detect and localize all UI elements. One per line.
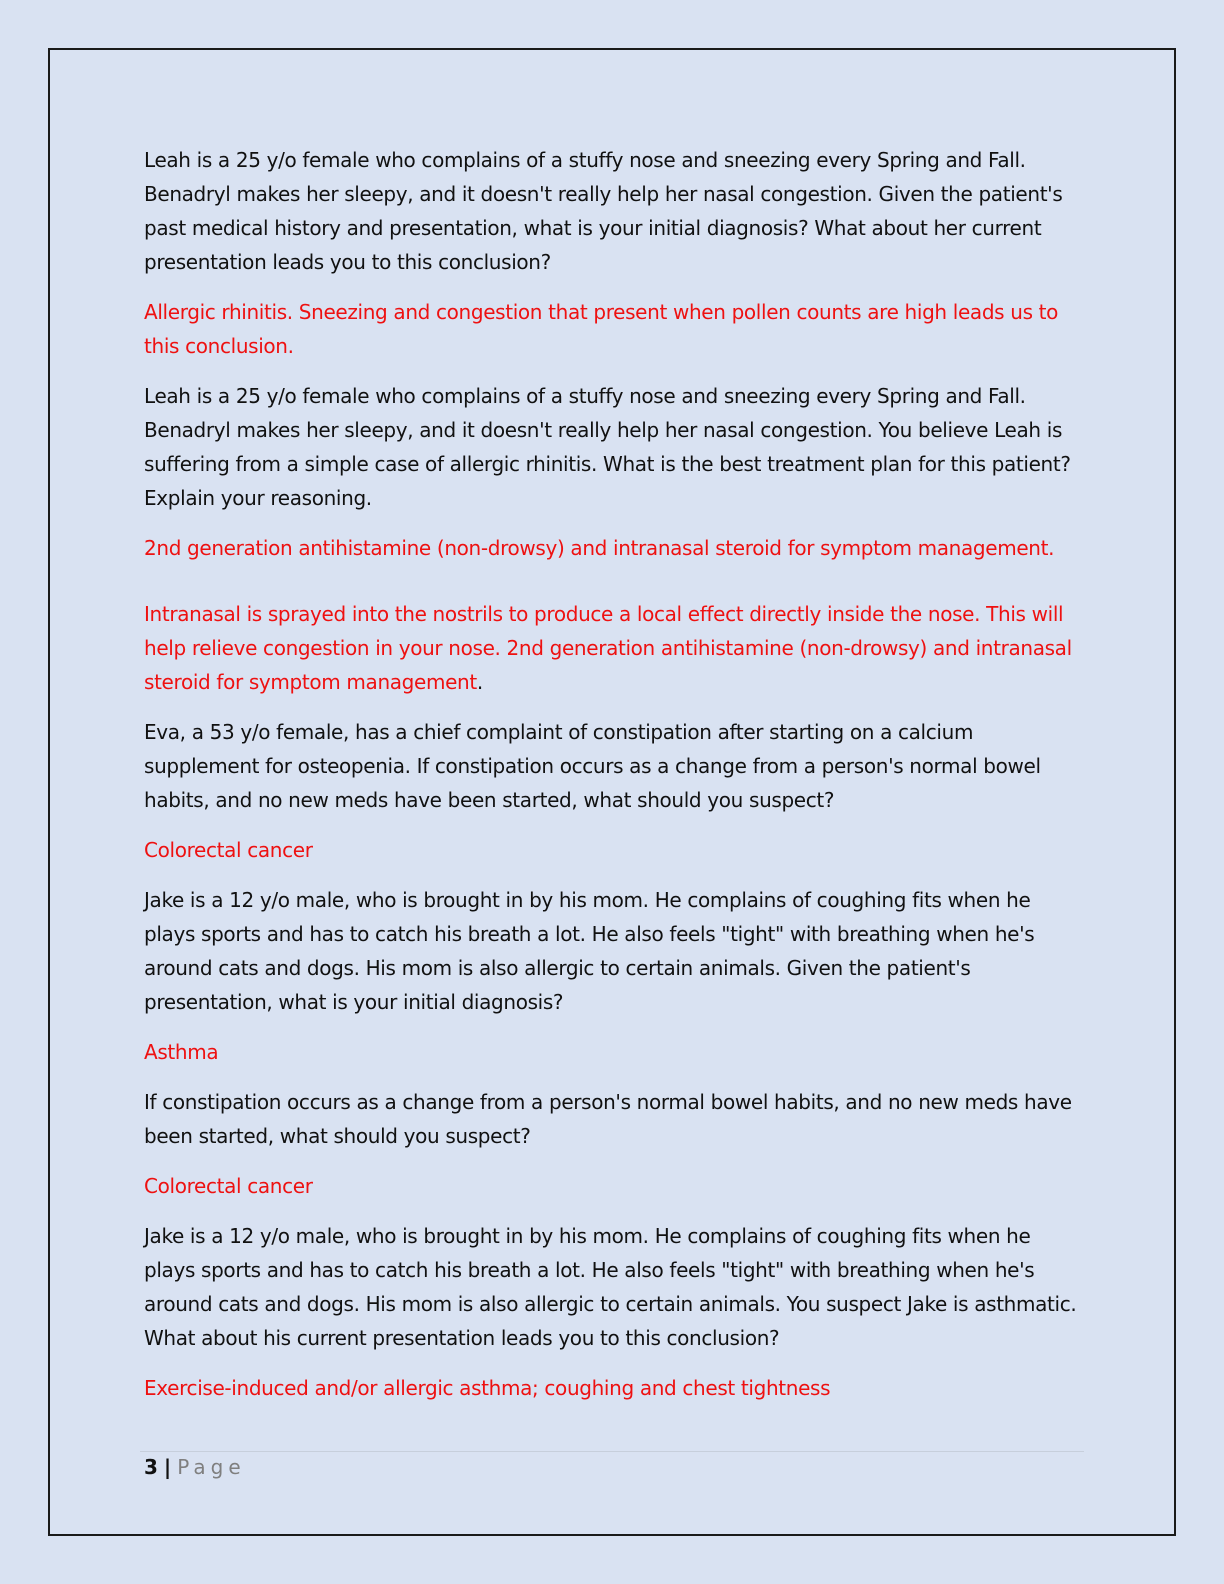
question-paragraph: Leah is a 25 y/o female who complains of a stuffy nose and sneezing every Spring and Fall. Benadryl makes her sleepy, and it doesn't really help her nasal congestion. You believe Leah is suffering from a simple case of allergic rhinitis. What is the best treatment plan for this patient? Explain your reasoning. (144, 384, 1071, 510)
page-number: 3 (144, 1455, 158, 1479)
question-paragraph: Leah is a 25 y/o female who complains of a stuffy nose and sneezing every Spring and Fall. Benadryl makes her sleepy, and it doesn't really help her nasal congestion. Given the patient's past medical history and presentation, what is your initial diagnosis? What about her current presentation leads you to this conclusion? (144, 148, 1063, 274)
question-paragraph: Jake is a 12 y/o male, who is brought in by his mom. He complains of coughing fits when he plays sports and has to catch his breath a lot. He also feels "tight" with breathing when he's around cats and dogs. His mom is also allergic to certain animals. Given the patient's presentation, what is your initial diagnosis? (144, 888, 1035, 1014)
page-label: Page (177, 1455, 246, 1479)
answer-paragraph (144, 597, 1094, 699)
question-paragraph: Jake is a 12 y/o male, who is brought in by his mom. He complains of coughing fits when he plays sports and has to catch his breath a lot. He also feels "tight" with breathing when he's around cats and dogs. His mom is also allergic to certain animals. You suspect Jake is asthmatic. What about his current presentation leads you to this conclusion? (144, 1224, 1077, 1350)
footer-separator: | (163, 1455, 172, 1479)
footer-divider (140, 1451, 1084, 1452)
answer-paragraph: Colorectal cancer (144, 838, 313, 862)
answer-paragraph: Colorectal cancer (144, 1174, 313, 1198)
trailing-period: . (476, 670, 483, 694)
answer-paragraph: Exercise-induced and/or allergic asthma; coughing and chest tightness (144, 1376, 831, 1400)
answer-text: Intranasal is sprayed into the nostrils to produce a local effect directly inside the nose. This will help relieve congestion in your nose. 2nd generation antihistamine (non-drowsy) and intranasal steroid for symptom management (144, 602, 1072, 694)
document-body (144, 143, 1094, 1421)
question-paragraph: If constipation occurs as a change from a person's normal bowel habits, and no new meds have been started, what should you suspect? (144, 1090, 1072, 1148)
question-paragraph: Eva, a 53 y/o female, has a chief complaint of constipation after starting on a calcium supplement for osteopenia. If constipation occurs as a change from a person's normal bowel habits, and no new meds have been started, what should you suspect? (144, 720, 1041, 812)
page-footer (144, 1454, 246, 1480)
answer-paragraph: Asthma (144, 1040, 219, 1064)
answer-paragraph: 2nd generation antihistamine (non-drowsy) and intranasal steroid for symptom management. (144, 536, 1055, 560)
answer-paragraph: Allergic rhinitis. Sneezing and congestion that present when pollen counts are high leads us to this conclusion. (144, 300, 1059, 358)
